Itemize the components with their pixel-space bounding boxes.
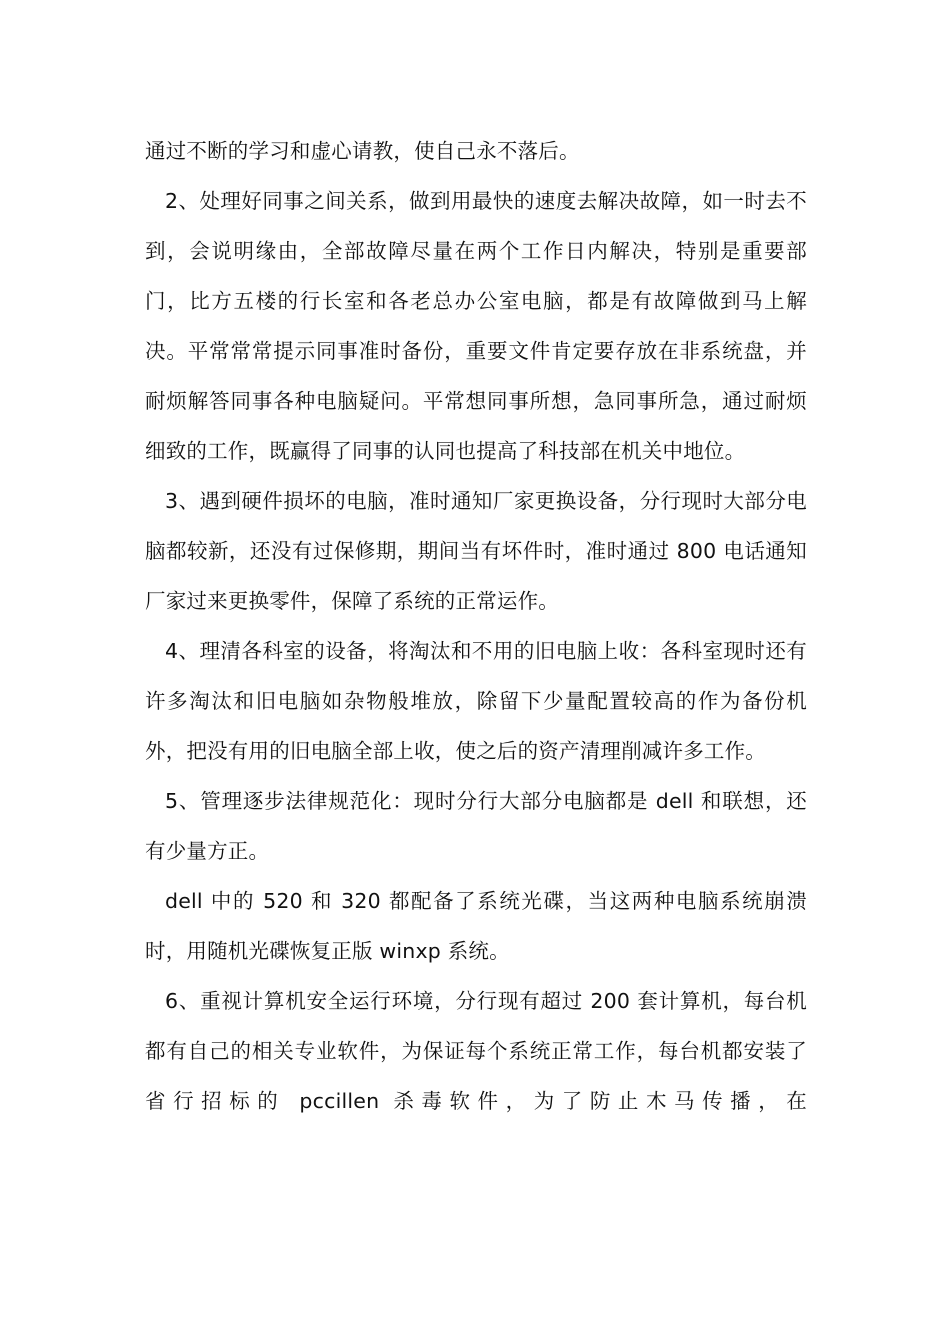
paragraph-5: 5、管理逐步法律规范化：现时分行大部分电脑都是 dell 和联想，还有少量方正。 (145, 789, 807, 863)
paragraph-2: 2、处理好同事之间关系，做到用最快的速度去解决故障，如一时去不到，会说明缘由，全部故障尽量在两个工作日内解决，特别是重要部门，比方五楼的行长室和各老总办公室电脑，都是有故障做到马上解决。平常常常提示同事准时备份，重要文件肯定要存放在非系统盘，并耐烦解答同事各种电脑疑问。平常想同事所想，急同事所急，通过耐烦细致的工作，既赢得了同事的认同也提高了科技部在机关中地位。 (145, 189, 807, 463)
paragraph-6: dell 中的 520 和 320 都配备了系统光碟，当这两种电脑系统崩溃时，用随机光碟恢复正版 winxp 系统。 (145, 889, 807, 963)
document-body (145, 126, 807, 1126)
paragraph-7: 6、重视计算机安全运行环境，分行现有超过 200 套计算机，每台机都有自己的相关专业软件，为保证每个系统正常工作，每台机都安装了省行招标的 pccillen 杀毒软件，为了防止木马传播，在 (145, 989, 807, 1113)
paragraph-1: 通过不断的学习和虚心请教，使自己永不落后。 (145, 139, 580, 163)
paragraph-4: 4、理清各科室的设备，将淘汰和不用的旧电脑上收：各科室现时还有许多淘汰和旧电脑如杂物般堆放，除留下少量配置较高的作为备份机外，把没有用的旧电脑全部上收，使之后的资产清理削减许多工作。 (145, 639, 807, 763)
paragraph-3: 3、遇到硬件损坏的电脑，准时通知厂家更换设备，分行现时大部分电脑都较新，还没有过保修期，期间当有坏件时，准时通过 800 电话通知厂家过来更换零件，保障了系统的正常运作。 (145, 489, 807, 613)
